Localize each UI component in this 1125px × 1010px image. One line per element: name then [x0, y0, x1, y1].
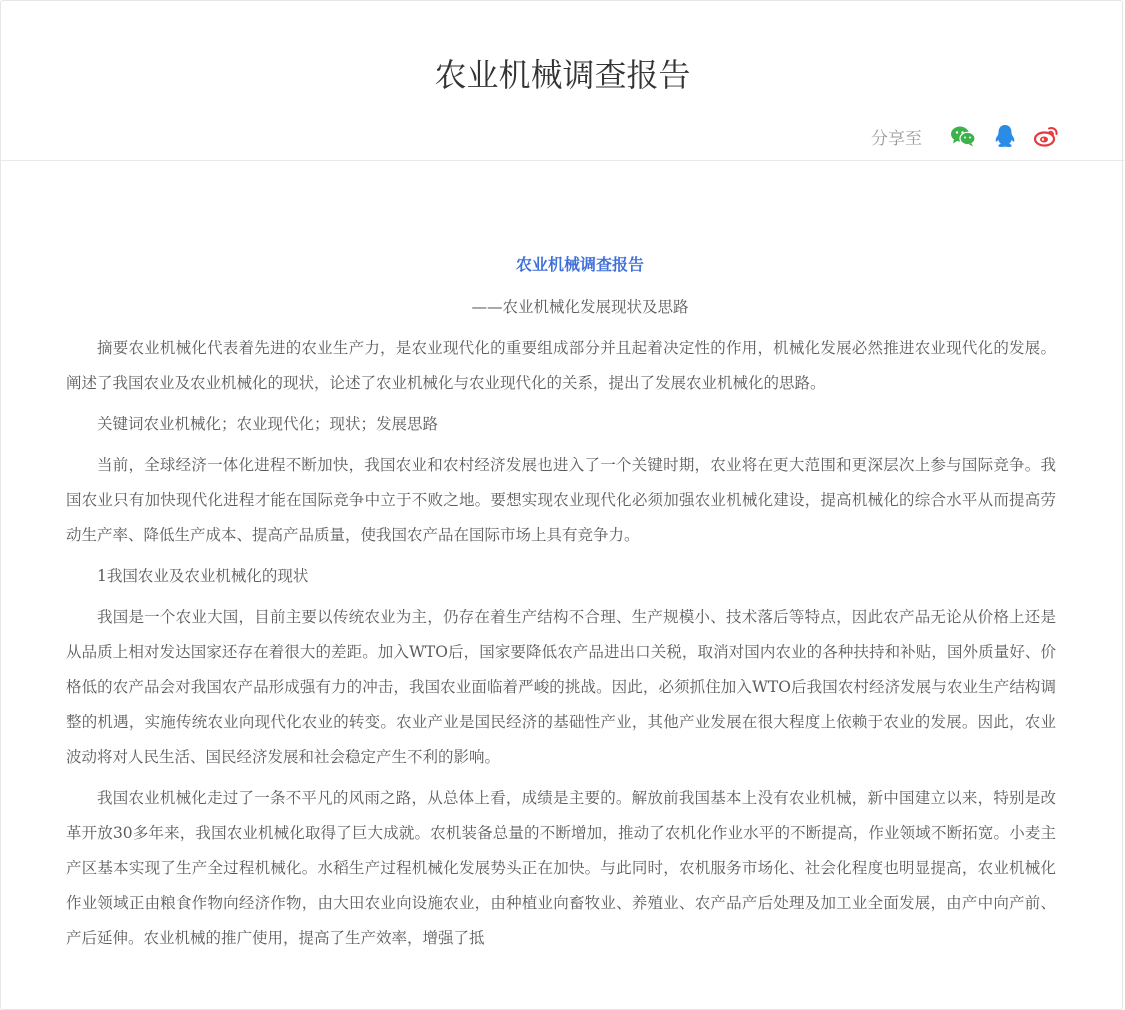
intro-paragraph: 当前，全球经济一体化进程不断加快，我国农业和农村经济发展也进入了一个关键时期，农业将在更大范围和更深层次上参与国际竞争。我国农业只有加快现代化进程才能在国际竞争中立于不败之地。要想实现农业现代化必须加强农业机械化建设，提高机械化的综合水平从而提高劳动生产率、降低生产成本、提高产品质量，使我国农产品在国际市场上具有竞争力。: [66, 456, 1056, 544]
keywords-paragraph: 关键词农业机械化；农业现代化；现状；发展思路: [97, 415, 439, 433]
article-title: 农业机械调查报告: [515, 255, 644, 274]
article-subtitle: ——农业机械化发展现状及思路: [471, 298, 689, 316]
weibo-icon: [1034, 125, 1060, 147]
article-body: [66, 247, 1056, 962]
share-label: 分享至: [871, 128, 922, 149]
page-title: 农业机械调查报告: [434, 56, 691, 94]
wechat-icon: [950, 125, 976, 147]
body-paragraph: 我国农业机械化走过了一条不平凡的风雨之路，从总体上看，成绩是主要的。解放前我国基本上没有农业机械，新中国建立以来，特别是改革开放30多年来，我国农业机械化取得了巨大成就。农机装备总量的不断增加，推动了农机化作业水平的不断提高，作业领域不断拓宽。小麦主产区基本实现了生产全过程机械化。水稻生产过程机械化发展势头正在加快。与此同时，农机服务市场化、社会化程度也明显提高，农业机械化作业领域正由粮食作物向经济作物，由大田农业向设施农业，由种植业向畜牧业、养殖业、农产品产后处理及加工业全面发展，由产中向产前、产后延伸。农业机械的推广使用，提高了生产效率，增强了抵: [66, 789, 1056, 947]
share-weibo-button[interactable]: [1032, 121, 1062, 151]
share-bar: [871, 121, 1062, 151]
section-heading: 1我国农业及农业机械化的现状: [97, 567, 309, 585]
page-header: [1, 1, 1124, 161]
qq-icon: [994, 124, 1016, 148]
share-wechat-button[interactable]: [948, 121, 978, 151]
share-qq-button[interactable]: [990, 121, 1020, 151]
abstract-paragraph: 摘要农业机械化代表着先进的农业生产力，是农业现代化的重要组成部分并且起着决定性的作用，机械化发展必然推进农业现代化的发展。阐述了我国农业及农业机械化的现状，论述了农业机械化与农业现代化的关系，提出了发展农业机械化的思路。: [66, 339, 1056, 392]
body-paragraph: 我国是一个农业大国，目前主要以传统农业为主，仍存在着生产结构不合理、生产规模小、技术落后等特点，因此农产品无论从价格上还是从品质上相对发达国家还存在着很大的差距。加入WTO后，国家要降低农产品进出口关税，取消对国内农业的各种扶持和补贴，国外质量好、价格低的农产品会对我国农产品形成强有力的冲击，我国农业面临着严峻的挑战。因此，必须抓住加入WTO后我国农村经济发展与农业生产结构调整的机遇，实施传统农业向现代化农业的转变。农业产业是国民经济的基础性产业，其他产业发展在很大程度上依赖于农业的发展。因此，农业波动将对人民生活、国民经济发展和社会稳定产生不利的影响。: [66, 608, 1056, 766]
